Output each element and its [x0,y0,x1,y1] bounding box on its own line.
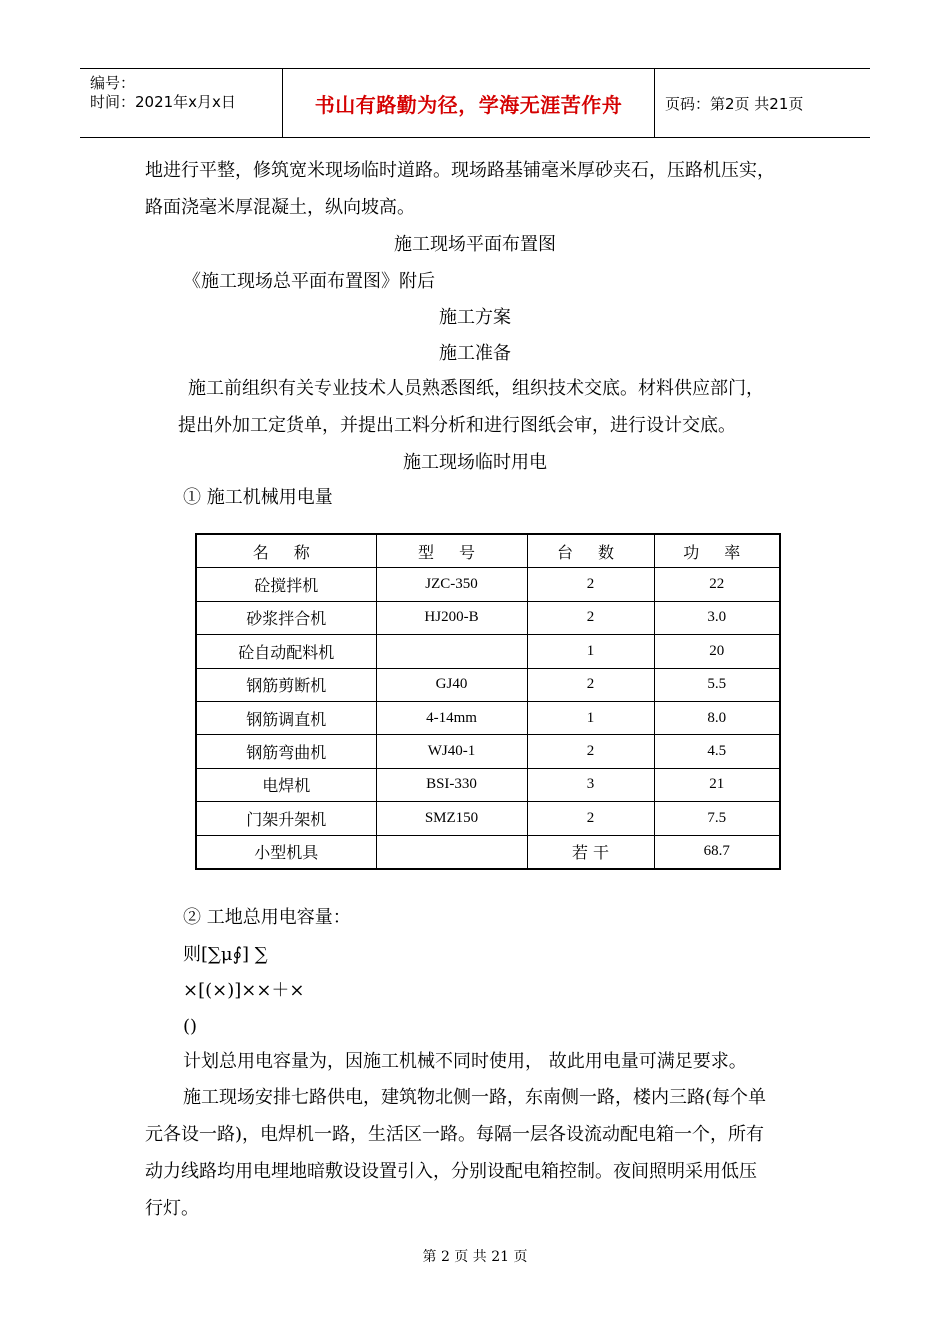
power-cell: 4.5 [654,735,780,768]
section-heading-prep: 施工准备 [439,343,511,364]
power-cell: 5.5 [654,668,780,701]
quantity-cell: 1 [527,701,654,734]
table-row [196,568,780,601]
subheading-total-power: ② 工地总用电容量： [183,907,351,928]
power-cell: 22 [654,568,780,601]
power-cell: 8.0 [654,701,780,734]
table-header-cell: 型 号 [376,534,527,568]
model-cell [376,835,527,869]
formula-line: 则[∑μ∮] ∑ [183,944,268,965]
quantity-cell: 2 [527,802,654,835]
equipment-power-table [195,533,781,870]
equipment-name-cell: 钢筋剪断机 [196,668,376,701]
header-motto-cell [283,69,655,137]
section-heading-power: 施工现场临时用电 [403,452,547,473]
equipment-name-cell: 门架升架机 [196,802,376,835]
equipment-name-cell: 钢筋调直机 [196,701,376,734]
quantity-cell: 2 [527,668,654,701]
table-row [196,768,780,801]
header-page-cell [655,69,870,137]
subheading-machine-power: ① 施工机械用电量 [183,487,333,508]
quantity-cell: 2 [527,568,654,601]
quantity-cell: 1 [527,635,654,668]
paragraph-line: 动力线路均用电埋地暗敷设设置引入，分别设配电箱控制。夜间照明采用低压 [145,1161,757,1182]
formula-line: () [183,1016,198,1037]
page-header [80,68,870,138]
table-row [196,635,780,668]
model-cell [376,635,527,668]
power-cell: 20 [654,635,780,668]
equipment-name-cell: 钢筋弯曲机 [196,735,376,768]
paragraph-line: 地进行平整，修筑宽米现场临时道路。现场路基铺毫米厚砂夹石，压路机压实， [145,160,775,181]
model-cell: BSI-330 [376,768,527,801]
header-page-info: 页码：第2页 共21页 [665,94,804,113]
table-header-cell: 功 率 [654,534,780,568]
power-cell: 7.5 [654,802,780,835]
paragraph-line: 施工前组织有关专业技术人员熟悉图纸，组织技术交底。材料供应部门， [188,378,764,399]
table-row [196,735,780,768]
section-heading-plan: 施工方案 [439,307,511,328]
table-header-cell: 名 称 [196,534,376,568]
formula-line: ×[(×)]××＋× [183,980,305,1001]
model-cell: SMZ150 [376,802,527,835]
paragraph-line: 路面浇毫米厚混凝土，纵向坡高。 [145,197,415,218]
doc-number-label: 编号： [90,74,136,92]
model-cell: HJ200-B [376,601,527,634]
page-footer: 第 2 页 共 21 页 [422,1249,528,1265]
layout-note: 《施工现场总平面布置图》附后 [183,271,435,292]
table-header-row [196,534,780,568]
paragraph-line: 施工现场安排七路供电，建筑物北侧一路，东南侧一路，楼内三路(每个单 [183,1087,767,1108]
model-cell: JZC-350 [376,568,527,601]
quantity-cell: 若 干 [527,835,654,869]
table-row [196,601,780,634]
paragraph-line: 计划总用电容量为，因施工机械不同时使用， 故此用电量可满足要求。 [183,1051,747,1072]
model-cell: 4-14mm [376,701,527,734]
header-motto: 书山有路勤为径，学海无涯苦作舟 [314,92,623,117]
equipment-name-cell: 砼搅拌机 [196,568,376,601]
equipment-name-cell: 电焊机 [196,768,376,801]
paragraph-line: 行灯。 [145,1198,199,1219]
quantity-cell: 3 [527,768,654,801]
equipment-name-cell: 砂浆拌合机 [196,601,376,634]
model-cell: GJ40 [376,668,527,701]
table-row [196,668,780,701]
header-meta-cell [80,69,283,137]
model-cell: WJ40-1 [376,735,527,768]
power-cell: 3.0 [654,601,780,634]
doc-time-label: 时间：2021年x月x日 [90,93,236,111]
table-header-cell: 台 数 [527,534,654,568]
equipment-name-cell: 小型机具 [196,835,376,869]
paragraph-line: 提出外加工定货单，并提出工料分析和进行图纸会审，进行设计交底。 [178,415,736,436]
section-heading-layout: 施工现场平面布置图 [394,234,556,255]
power-cell: 21 [654,768,780,801]
table-row [196,802,780,835]
table-row [196,701,780,734]
equipment-name-cell: 砼自动配料机 [196,635,376,668]
power-cell: 68.7 [654,835,780,869]
paragraph-line: 元各设一路)，电焊机一路，生活区一路。每隔一层各设流动配电箱一个，所有 [145,1124,765,1145]
table-row [196,835,780,869]
quantity-cell: 2 [527,735,654,768]
quantity-cell: 2 [527,601,654,634]
